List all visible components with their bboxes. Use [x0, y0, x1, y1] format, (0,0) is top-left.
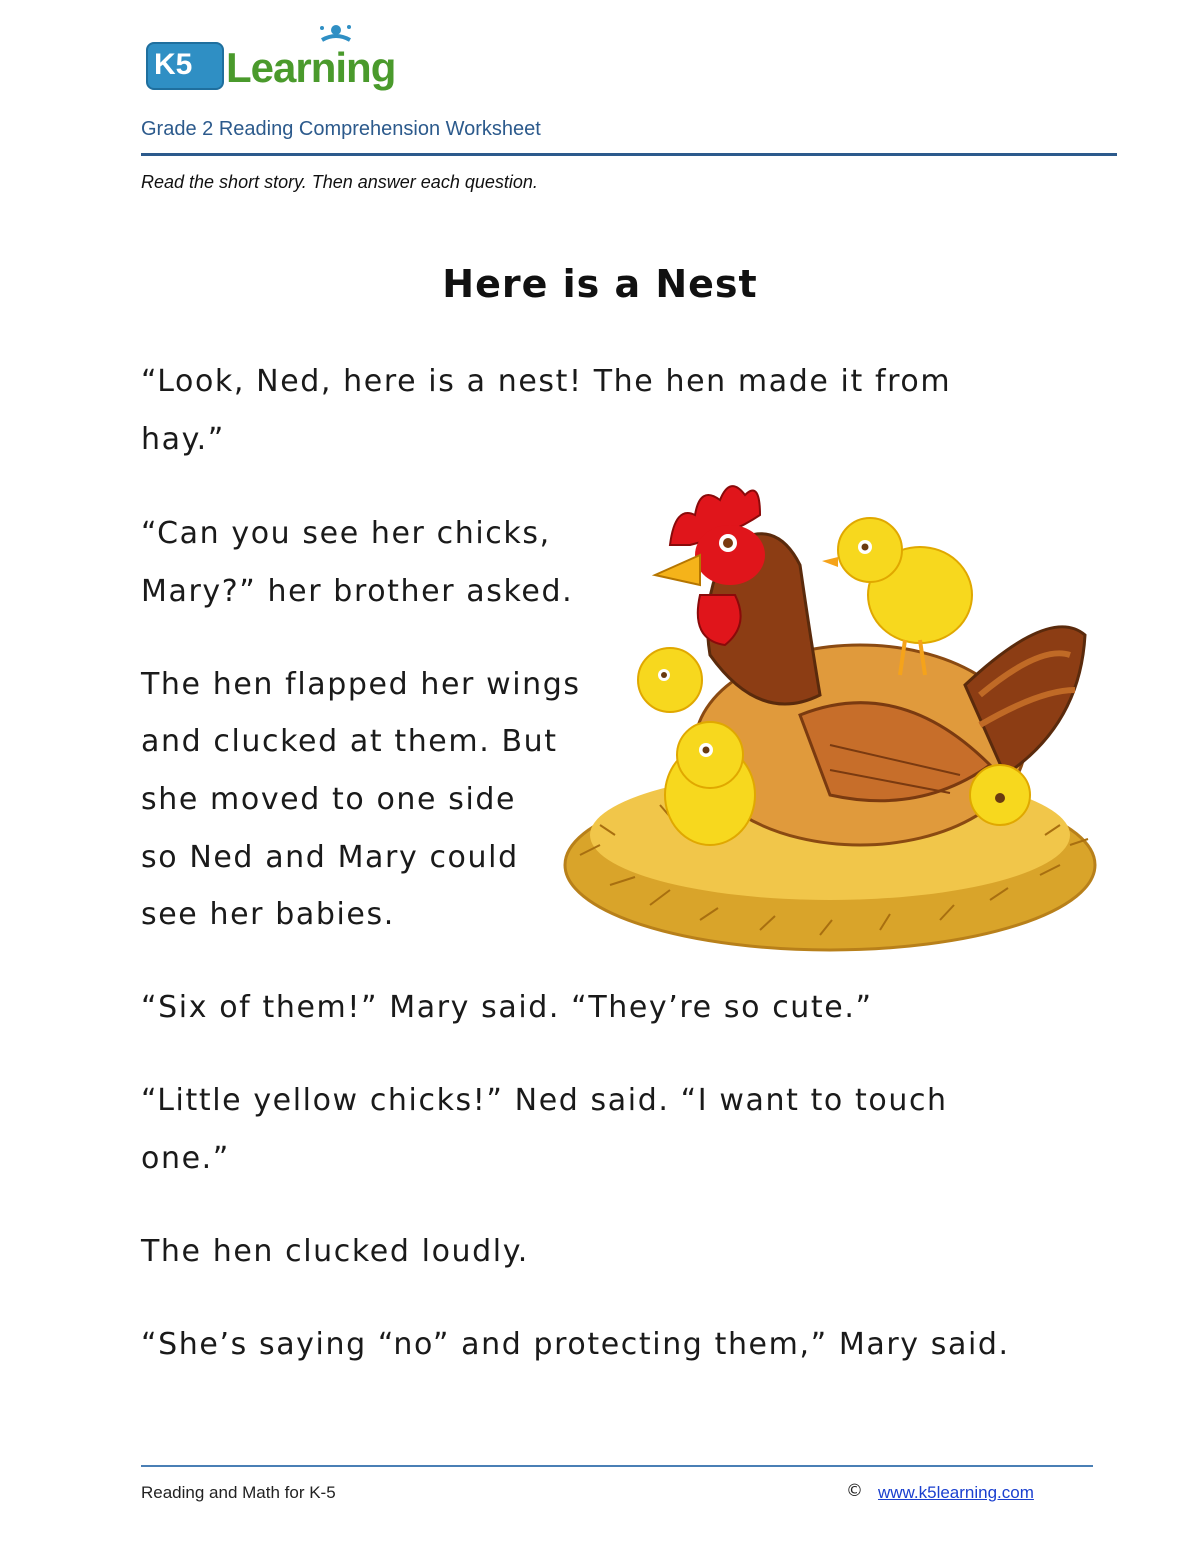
footer-tagline: Reading and Math for K-5 — [141, 1483, 336, 1502]
story-line: and clucked at them. But — [141, 724, 558, 759]
instructions: Read the short story. Then answer each question. — [141, 172, 538, 192]
story-line: “Six of them!” Mary said. “They’re so cute.” — [141, 990, 873, 1025]
logo-wordmark: Learning — [226, 44, 396, 91]
copyright-symbol: © — [846, 1481, 863, 1501]
story-line: hay.” — [141, 422, 225, 457]
story-line: “Can you see her chicks, — [141, 516, 551, 551]
worksheet-subtitle: Grade 2 Reading Comprehension Worksheet — [141, 118, 541, 140]
story-line: see her babies. — [141, 897, 395, 932]
hen-with-chicks-in-nest-illustration — [560, 475, 1100, 965]
logo-figure-icon — [316, 22, 356, 58]
story-line: Mary?” her brother asked. — [141, 574, 574, 609]
story-line: so Ned and Mary could — [141, 840, 519, 875]
header-divider — [141, 153, 1117, 156]
story-line: “Little yellow chicks!” Ned said. “I want to touch — [141, 1083, 948, 1118]
logo-badge-text: K5 — [154, 48, 193, 81]
story-line: The hen flapped her wings — [141, 667, 581, 702]
story-line: The hen clucked loudly. — [141, 1234, 529, 1269]
story-title: Here is a Nest — [442, 262, 758, 306]
footer-divider — [141, 1465, 1093, 1467]
story-line: “She’s saying “no” and protecting them,” Mary said. — [141, 1327, 1010, 1362]
k5-learning-logo — [146, 22, 406, 92]
website-link[interactable]: www.k5learning.com — [878, 1483, 1034, 1502]
story-line: she moved to one side — [141, 782, 517, 817]
story-line: one.” — [141, 1141, 230, 1176]
logo-badge — [146, 42, 224, 90]
story-line: “Look, Ned, here is a nest! The hen made it from — [141, 364, 952, 399]
